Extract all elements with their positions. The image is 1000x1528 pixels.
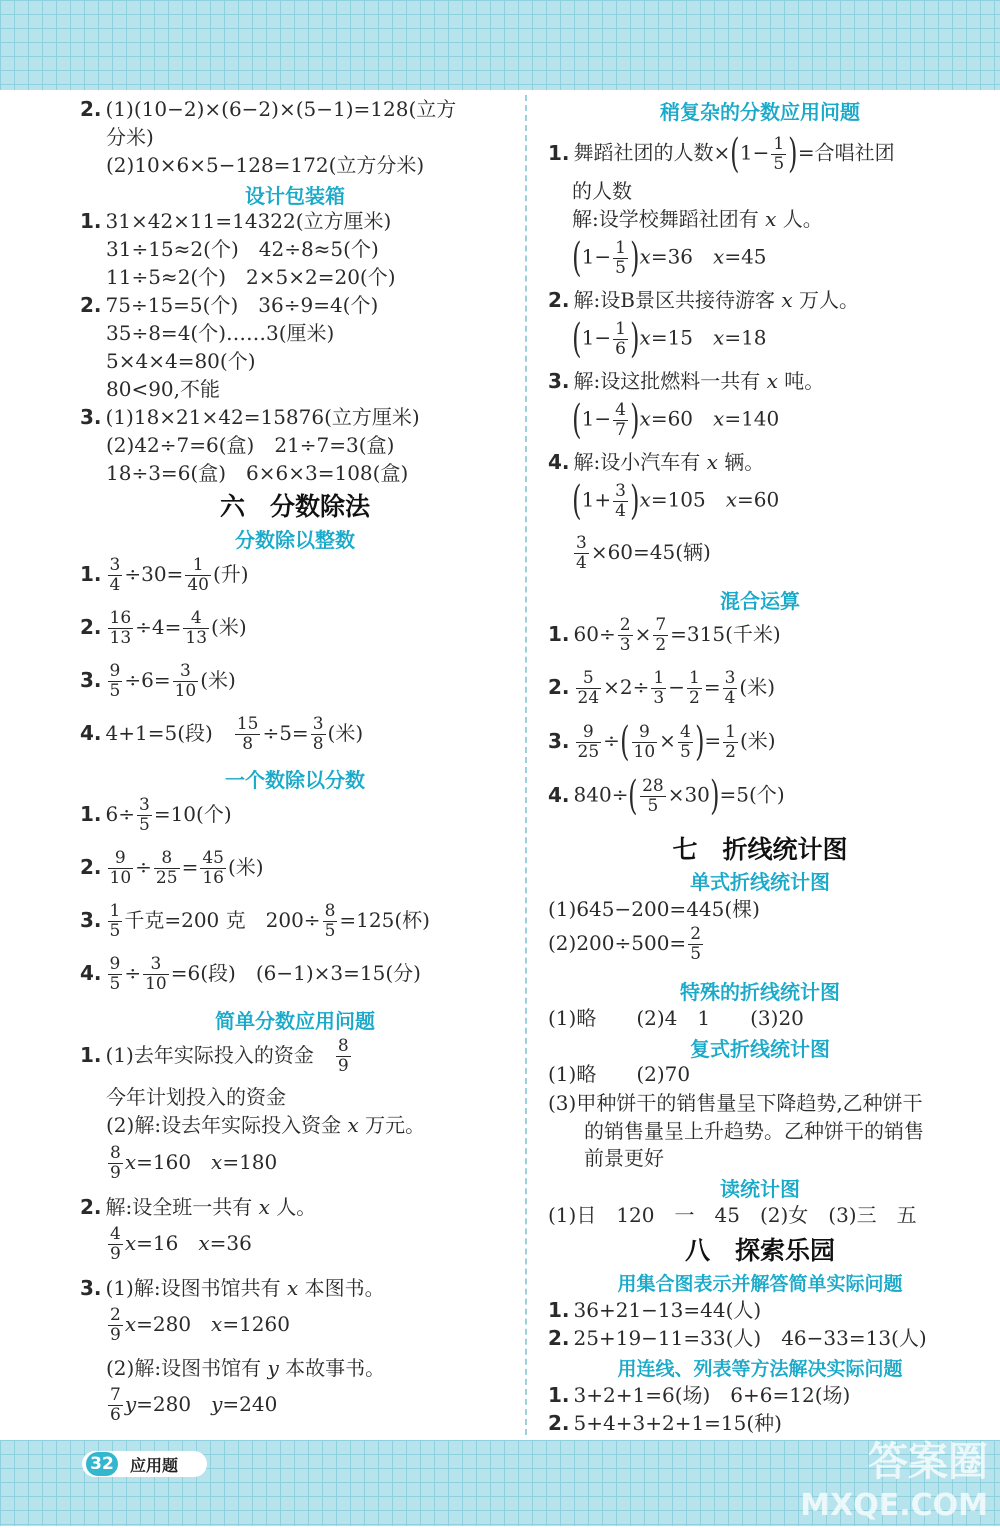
answer-line: 4. 4+1=5(段) $\frac{15}{8}$ ÷5= $\frac{3}{8}$ (米) <box>80 714 364 754</box>
answer-line: 今年计划投入的资金 <box>106 1085 286 1109</box>
section-heading: 一个数除以分数 <box>225 768 365 792</box>
answer-line: 4. 840÷( $\frac{28}{5}$ ×30)=5(个) <box>548 773 785 819</box>
answer-line: (1− $\frac{1}{6}$ )x=15 x=18 <box>572 316 767 362</box>
section-heading: 单式折线统计图 <box>690 870 830 894</box>
column-divider <box>525 95 527 1435</box>
answer-line: 解:设学校舞蹈社团有 x 人。 <box>572 207 823 231</box>
answer-line: (1)略 (2)4 1 (3)20 <box>548 1006 804 1030</box>
top-grid-band <box>0 0 1000 90</box>
answer-line: 3. (1)18×21×42=15876(立方厘米) <box>80 405 420 429</box>
answer-line: 2. $\frac{16}{13}$ ÷4= $\frac{4}{13}$ (米) <box>80 608 247 648</box>
answer-line: 2. 解:设B景区共接待游客 x 万人。 <box>548 288 859 312</box>
section-heading: 读统计图 <box>720 1177 800 1201</box>
unit-title: 七 折线统计图 <box>672 835 848 864</box>
answer-line: 2. $\frac{5}{24}$ ×2÷ $\frac{1}{3}$ − $\frac{1}{2}$ = $\frac{3}{4}$ (米) <box>548 668 776 708</box>
answer-line: 35÷8=4(个)……3(厘米) <box>106 321 335 345</box>
answer-line: 3. (1)解:设图书馆共有 x 本图书。 <box>80 1276 385 1300</box>
answer-line: 2. 5+4+3+2+1=15(种) <box>548 1411 782 1435</box>
answer-line: 分米) <box>106 125 154 149</box>
answer-line: (2)解:设去年实际投入资金 x 万元。 <box>106 1113 426 1137</box>
section-heading: 复式折线统计图 <box>690 1037 830 1061</box>
section-heading: 简单分数应用问题 <box>215 1009 375 1033</box>
answer-line: 的人数 <box>572 179 632 203</box>
answer-line: 5×4×4=80(个) <box>106 349 256 373</box>
answer-line: $\frac{4}{9}$ x=16 x=36 <box>110 1224 252 1264</box>
answer-line: 3. $\frac{9}{5}$ ÷6= $\frac{3}{10}$ (米) <box>80 661 236 701</box>
answer-line: 2. $\frac{9}{10}$ ÷ $\frac{8}{25}$ = $\frac{45}{16}$ (米) <box>80 848 264 888</box>
watermark-title: 答案圈 <box>868 1439 988 1485</box>
answer-line: (1− $\frac{4}{7}$ )x=60 x=140 <box>572 397 780 443</box>
answer-line: (2)解:设图书馆有 y 本故事书。 <box>106 1356 386 1380</box>
answer-line: 前景更好 <box>584 1146 664 1170</box>
answer-line: 1. 60÷ $\frac{2}{3}$ × $\frac{7}{2}$ =315(千米) <box>548 615 781 655</box>
section-heading: 稍复杂的分数应用问题 <box>660 100 860 124</box>
unit-title: 八 探索乐园 <box>684 1236 835 1265</box>
answer-line: 1. 舞蹈社团的人数×(1− $\frac{1}{5}$ )=合唱社团 <box>548 131 895 177</box>
section-heading: 特殊的折线统计图 <box>680 980 840 1004</box>
answer-line: 3. 解:设这批燃料一共有 x 吨。 <box>548 369 825 393</box>
answer-line: 4. $\frac{9}{5}$ ÷ $\frac{3}{10}$ =6(段) (6−1)×3=15(分) <box>80 954 421 994</box>
section-heading: 分数除以整数 <box>235 528 355 552</box>
answer-line: 2. (1)(10−2)×(6−2)×(5−1)=128(立方 <box>80 97 457 121</box>
answer-line: (1− $\frac{1}{5}$ )x=36 x=45 <box>572 235 767 281</box>
answer-line: 的销售量呈上升趋势。乙种饼干的销售 <box>584 1119 924 1143</box>
answer-line: (1)日 120 一 45 (2)女 (3)三 五 <box>548 1203 917 1227</box>
answer-line: (1)645−200=445(棵) <box>548 897 760 921</box>
answer-line: $\frac{3}{4}$ ×60=45(辆) <box>576 533 711 573</box>
section-heading: 用集合图表示并解答简单实际问题 <box>617 1273 903 1295</box>
answer-line: 2. 25+19−11=33(人) 46−33=13(人) <box>548 1326 927 1350</box>
answer-line: $\frac{7}{6}$ y=280 y=240 <box>110 1385 278 1425</box>
answer-line: (3)甲种饼干的销售量呈下降趋势,乙种饼干 <box>548 1091 923 1115</box>
answer-line: 4. 解:设小汽车有 x 辆。 <box>548 450 765 474</box>
section-heading: 用连线、列表等方法解决实际问题 <box>617 1358 903 1380</box>
answer-line: (2)10×6×5−128=172(立方分米) <box>106 153 425 177</box>
answer-line: 11÷5≈2(个) 2×5×2=20(个) <box>106 265 396 289</box>
page-section-label: 应用题 <box>130 1456 179 1475</box>
answer-line: 80<90,不能 <box>106 377 221 401</box>
answer-line: $\frac{8}{9}$ x=160 x=180 <box>110 1143 278 1183</box>
section-heading: 混合运算 <box>720 589 800 613</box>
answer-line: (1)略 (2)70 <box>548 1062 691 1086</box>
answer-line: 18÷3=6(盒) 6×6×3=108(盒) <box>106 461 409 485</box>
answer-line: 3. $\frac{9}{25}$ ÷( $\frac{9}{10}$ × $\frac{4}{5}$ )= $\frac{1}{2}$ (米) <box>548 719 776 765</box>
answer-line: (2)200÷500= $\frac{2}{5}$ <box>548 924 702 964</box>
answer-line: (2)42÷7=6(盒) 21÷7=3(盒) <box>106 433 395 457</box>
answer-line: (1+ $\frac{3}{4}$ )x=105 x=60 <box>572 478 780 524</box>
answer-line: 1. 3+2+1=6(场) 6+6=12(场) <box>548 1383 851 1407</box>
unit-title: 六 分数除法 <box>219 492 370 521</box>
answer-line: 1. 6÷ $\frac{3}{5}$ =10(个) <box>80 795 232 835</box>
watermark-url: MXQE.COM <box>800 1488 988 1523</box>
answer-line: 3. $\frac{1}{5}$ 千克=200 克 200÷ $\frac{8}{5}$ =125(杯) <box>80 901 430 941</box>
answer-line: 31÷15≈2(个) 42÷8≈5(个) <box>106 237 379 261</box>
watermark <box>800 1440 988 1528</box>
answer-line: 2. 75÷15=5(个) 36÷9=4(个) <box>80 293 379 317</box>
answer-line: $\frac{2}{9}$ x=280 x=1260 <box>110 1305 290 1345</box>
section-heading: 设计包装箱 <box>245 184 345 208</box>
page-number: 32 <box>86 1452 118 1476</box>
answer-line: 2. 解:设全班一共有 x 人。 <box>80 1195 317 1219</box>
answer-line: 1. 31×42×11=14322(立方厘米) <box>80 209 392 233</box>
answer-line: 1. (1)去年实际投入的资金 $\frac{8}{9}$ <box>80 1036 349 1076</box>
answer-line: 1. $\frac{3}{4}$ ÷30= $\frac{1}{40}$ (升) <box>80 555 249 595</box>
answer-line: 1. 36+21−13=44(人) <box>548 1298 762 1322</box>
